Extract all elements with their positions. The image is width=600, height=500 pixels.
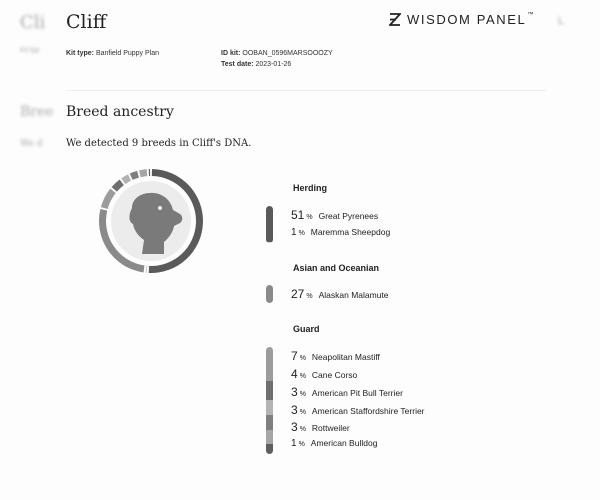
group-color-segment bbox=[266, 444, 273, 454]
kit-type bbox=[66, 48, 159, 59]
breed-row bbox=[291, 287, 389, 301]
kit-type-value: Banfield Puppy Plan bbox=[95, 50, 159, 57]
ghost-page-summary: We d bbox=[20, 139, 43, 149]
percent-sign: % bbox=[299, 426, 306, 433]
breed-row bbox=[291, 367, 357, 381]
breed-percent: 7 bbox=[291, 349, 298, 363]
group-title: Herding bbox=[293, 183, 328, 193]
percent-sign: % bbox=[299, 355, 306, 362]
group-color-segment bbox=[266, 206, 273, 242]
breed-name: Neapolitan Mastiff bbox=[311, 352, 380, 362]
ghost-page-breed-title: Bree bbox=[20, 104, 54, 120]
breed-percent: 3 bbox=[291, 420, 298, 434]
group-color-bar bbox=[266, 206, 273, 243]
id-kit-value: OOBAN_0596MARSOOOZY bbox=[242, 50, 333, 57]
group-title: Asian and Oceanian bbox=[293, 263, 380, 273]
dog-eye-icon bbox=[158, 206, 162, 210]
dog-name: Cliff bbox=[66, 11, 107, 33]
breed-name: Great Pyrenees bbox=[318, 211, 379, 221]
group-color-segment bbox=[266, 347, 273, 381]
breed-percent: 51 bbox=[291, 208, 305, 222]
percent-sign: % bbox=[299, 373, 306, 380]
percent-sign: % bbox=[298, 441, 305, 448]
percent-sign: % bbox=[299, 391, 306, 398]
breed-name: American Staffordshire Terrier bbox=[311, 406, 425, 416]
breed-name: Rottweiler bbox=[311, 423, 350, 433]
breed-summary: We detected 9 breeds in Cliff's DNA. bbox=[66, 138, 252, 149]
breed-row bbox=[291, 349, 380, 363]
group-color-segment bbox=[266, 242, 273, 243]
divider bbox=[66, 90, 546, 91]
donut-segment bbox=[130, 171, 139, 180]
donut-segment bbox=[112, 180, 124, 192]
breed-percent: 1 bbox=[291, 227, 297, 238]
percent-sign: % bbox=[306, 214, 313, 221]
group-color-bar bbox=[266, 347, 273, 454]
donut-segment bbox=[101, 189, 116, 209]
percent-sign: % bbox=[299, 409, 306, 416]
donut-segment bbox=[149, 169, 150, 176]
breed-percent: 3 bbox=[291, 385, 298, 399]
group-color-segment bbox=[266, 381, 273, 400]
breed-name: Alaskan Malamute bbox=[318, 290, 389, 300]
breed-row bbox=[291, 208, 378, 222]
percent-sign: % bbox=[298, 230, 305, 237]
breed-ancestry-title: Breed ancestry bbox=[66, 104, 174, 120]
kit-type-label: Kit type: bbox=[66, 50, 94, 57]
breed-percent: 4 bbox=[291, 367, 298, 381]
group-color-segment bbox=[266, 430, 273, 445]
breed-row bbox=[291, 385, 403, 399]
kit-meta bbox=[221, 48, 333, 70]
breed-percent: 27 bbox=[291, 287, 305, 301]
group-color-segment bbox=[266, 415, 273, 430]
ghost-page-name: Cli bbox=[20, 12, 46, 33]
donut-segment bbox=[145, 266, 147, 273]
group-color-segment bbox=[266, 400, 273, 415]
brand-name: WISDOM PANEL™ bbox=[407, 12, 535, 27]
brand-logo bbox=[389, 12, 535, 27]
breed-name: American Bulldog bbox=[310, 438, 378, 448]
ghost-page-right: L bbox=[558, 15, 565, 27]
donut-segment bbox=[121, 174, 131, 184]
breed-name: Cane Corso bbox=[311, 370, 358, 380]
breed-donut-chart bbox=[98, 168, 204, 274]
breed-row bbox=[291, 420, 350, 434]
breed-row bbox=[291, 227, 390, 238]
percent-sign: % bbox=[306, 293, 313, 300]
test-date-value: 2023-01-26 bbox=[255, 61, 292, 68]
group-color-segment bbox=[266, 285, 273, 303]
breed-percent: 1 bbox=[291, 438, 297, 449]
test-date-label: Test date: bbox=[221, 61, 254, 68]
donut-segment bbox=[139, 169, 147, 177]
breed-name: Maremma Sheepdog bbox=[310, 227, 391, 237]
group-title: Guard bbox=[293, 324, 320, 334]
ghost-page-kit: Kit typ bbox=[20, 47, 40, 54]
wisdom-panel-logo-icon bbox=[389, 12, 401, 27]
breed-percent: 3 bbox=[291, 403, 298, 417]
breed-row bbox=[291, 438, 377, 449]
breed-name: American Pit Bull Terrier bbox=[311, 388, 403, 398]
breed-row bbox=[291, 403, 425, 417]
id-kit-label: ID kit: bbox=[221, 50, 241, 57]
group-color-bar bbox=[266, 285, 273, 303]
